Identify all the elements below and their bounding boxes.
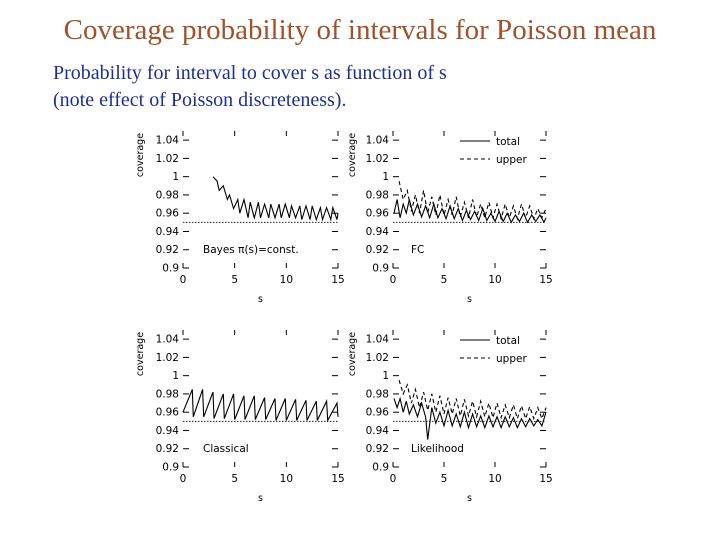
y-tick-label: 0.96 <box>155 406 179 419</box>
y-tick-label: 0.98 <box>365 388 389 401</box>
y-axis-label: coverage <box>135 331 146 377</box>
series-total-line <box>394 399 546 440</box>
x-tick-label: 15 <box>331 274 345 286</box>
panel-annotation: Classical <box>203 443 249 455</box>
y-tick-label: 0.9 <box>372 461 389 474</box>
y-tick-label: 0.98 <box>155 388 179 401</box>
y-tick-label: 0.98 <box>155 189 179 202</box>
x-axis-label: s <box>258 493 263 504</box>
x-tick-label: 15 <box>539 274 553 286</box>
y-tick-label: 1 <box>172 370 179 383</box>
y-tick-label: 0.94 <box>155 225 179 238</box>
subtitle-line-2: (note effect of Poisson discreteness). <box>53 89 347 111</box>
x-tick-label: 5 <box>231 274 239 286</box>
legend-label-total: total <box>496 335 521 347</box>
x-tick-label: 10 <box>488 274 502 286</box>
y-tick-label: 0.96 <box>155 207 179 220</box>
x-tick-label: 10 <box>488 473 502 485</box>
panel-annotation: FC <box>411 244 425 256</box>
y-tick-label: 0.92 <box>155 443 179 456</box>
x-tick-label: 0 <box>179 473 187 485</box>
x-tick-label: 0 <box>179 274 187 286</box>
y-tick-label: 1.02 <box>155 152 179 165</box>
x-tick-label: 5 <box>440 473 448 485</box>
legend-label-total: total <box>496 136 521 148</box>
x-axis-label: s <box>467 493 472 504</box>
coverage-panel-2 <box>347 131 553 305</box>
coverage-panel-4 <box>347 330 553 504</box>
y-tick-label: 0.92 <box>155 244 179 257</box>
y-tick-label: 0.94 <box>365 424 389 437</box>
panel-annotation: Likelihood <box>411 443 464 455</box>
x-tick-label: 5 <box>231 473 239 485</box>
y-tick-label: 1 <box>382 370 389 383</box>
y-tick-label: 0.9 <box>162 262 179 275</box>
series-coverage-line <box>183 389 338 420</box>
legend-label-upper: upper <box>496 353 527 365</box>
y-tick-label: 1.02 <box>365 152 389 165</box>
y-tick-label: 0.92 <box>365 443 389 456</box>
y-tick-label: 1.04 <box>155 134 179 147</box>
y-tick-label: 1 <box>382 171 389 184</box>
y-tick-label: 0.9 <box>372 262 389 275</box>
x-tick-label: 10 <box>279 274 294 286</box>
y-tick-label: 0.96 <box>365 207 389 220</box>
slide-title: Coverage probability of intervals for Poisson mean <box>63 14 657 46</box>
y-tick-label: 0.94 <box>365 225 389 238</box>
y-tick-label: 1.04 <box>365 134 389 147</box>
x-tick-label: 0 <box>389 473 397 485</box>
x-axis-label: s <box>258 294 263 305</box>
x-tick-label: 10 <box>279 473 294 485</box>
y-tick-label: 0.94 <box>155 424 179 437</box>
y-tick-label: 1.02 <box>155 351 179 364</box>
x-tick-label: 5 <box>440 274 448 286</box>
coverage-panel-3 <box>135 330 345 504</box>
panel-annotation: Bayes π(s)=const. <box>203 244 299 256</box>
y-tick-label: 0.98 <box>365 189 389 202</box>
x-tick-label: 15 <box>331 473 345 485</box>
x-tick-label: 15 <box>539 473 553 485</box>
y-tick-label: 0.96 <box>365 406 389 419</box>
y-axis-label: coverage <box>135 132 146 178</box>
y-axis-label: coverage <box>347 331 358 377</box>
series-coverage-line <box>213 177 338 220</box>
legend-label-upper: upper <box>496 154 527 166</box>
y-tick-label: 1.04 <box>365 333 389 346</box>
subtitle-line-1: Probability for interval to cover s as function of s <box>53 62 447 84</box>
coverage-panel-1 <box>135 131 345 305</box>
x-tick-label: 0 <box>389 274 397 286</box>
y-axis-label: coverage <box>347 132 358 178</box>
y-tick-label: 1 <box>172 171 179 184</box>
x-axis-label: s <box>467 294 472 305</box>
y-tick-label: 1.02 <box>365 351 389 364</box>
y-tick-label: 1.04 <box>155 333 179 346</box>
y-tick-label: 0.9 <box>162 461 179 474</box>
y-tick-label: 0.92 <box>365 244 389 257</box>
